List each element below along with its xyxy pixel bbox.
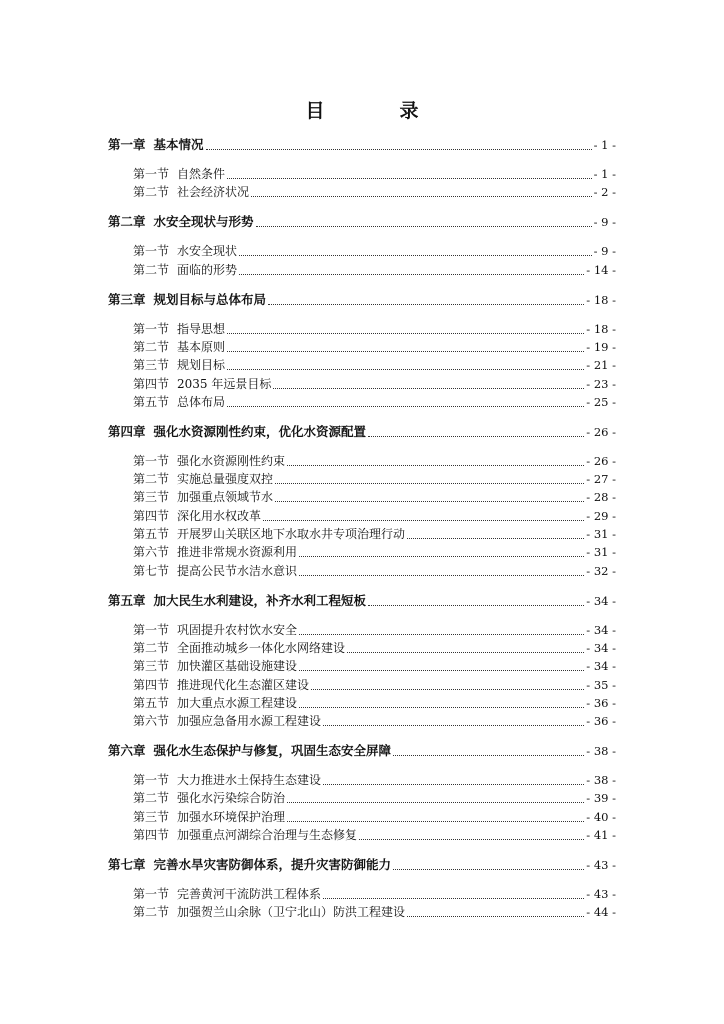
dot-leader xyxy=(227,351,584,352)
toc-entry-number: 第三节 xyxy=(133,358,170,373)
toc-entry-title: 加大重点水源工程建设 xyxy=(177,695,298,710)
toc-section-entry[interactable] xyxy=(133,789,616,807)
toc-section-entry[interactable] xyxy=(133,562,616,580)
toc-entry-number: 第五节 xyxy=(133,695,170,710)
toc-entry-title: 社会经济状况 xyxy=(177,185,250,200)
toc-page-number: - 31 - xyxy=(586,545,616,560)
toc-entry-title: 自然条件 xyxy=(177,167,226,181)
toc-entry-number: 第五节 xyxy=(133,394,170,409)
dot-leader xyxy=(227,333,584,334)
toc-entry-title: 加大民生水利建设，补齐水利工程短板 xyxy=(153,592,367,608)
toc-page-number: - 9 - xyxy=(593,244,616,259)
dot-leader xyxy=(273,388,584,389)
toc-entry-title: 强化水资源刚性约束，优化水资源配置 xyxy=(153,423,367,439)
dot-leader xyxy=(393,869,584,870)
toc-page-number: - 1 - xyxy=(593,138,616,152)
toc-entry-title: 加强重点河湖综合治理与生态修复 xyxy=(177,828,358,842)
toc-entry-number: 第四节 xyxy=(133,376,170,391)
toc-entry-number: 第二节 xyxy=(133,472,170,487)
toc-page-number: - 35 - xyxy=(586,677,616,692)
toc-entry-number: 第六节 xyxy=(133,714,170,729)
toc-page-number: - 28 - xyxy=(586,490,616,505)
toc-page-number: - 38 - xyxy=(586,744,616,759)
toc-entry-title: 推进非常规水资源利用 xyxy=(177,545,298,560)
toc-entry-number: 第三节 xyxy=(133,490,170,505)
toc-entry-label xyxy=(133,261,237,279)
toc-entry-number: 第二节 xyxy=(133,262,170,277)
toc-entry-number: 第六节 xyxy=(133,545,170,560)
toc-entry-title: 加强重点领域节水 xyxy=(177,490,274,505)
toc-page-number: - 21 - xyxy=(586,358,616,373)
toc-page-number: - 34 - xyxy=(586,640,616,655)
toc-entry-number: 第一节 xyxy=(133,773,170,788)
toc-chapter-entry[interactable] xyxy=(108,136,616,154)
toc-page-number: - 14 - xyxy=(586,262,616,277)
toc-entry-number: 第一节 xyxy=(133,622,170,637)
toc-page-number: - 25 - xyxy=(586,394,616,409)
dot-leader xyxy=(299,575,584,576)
toc-section-entry[interactable] xyxy=(133,470,616,488)
toc-entry-title: 完善水旱灾害防御体系，提升灾害防御能力 xyxy=(153,857,392,872)
toc-entry-label xyxy=(133,183,249,201)
toc-section-entry[interactable] xyxy=(133,338,616,356)
toc-section-entry[interactable] xyxy=(133,261,616,279)
toc-page-number: - 40 - xyxy=(586,809,616,824)
dot-leader xyxy=(407,538,584,539)
toc-entry-number: 第一节 xyxy=(133,321,170,336)
toc-entry-label xyxy=(133,488,273,506)
toc-entry-label xyxy=(133,712,321,730)
toc-section-entry[interactable] xyxy=(133,452,616,470)
toc-page-number: - 32 - xyxy=(586,563,616,578)
dot-leader xyxy=(299,670,584,671)
toc-page-number: - 26 - xyxy=(586,453,616,468)
toc-entry-label xyxy=(133,621,297,639)
dot-leader xyxy=(407,916,584,917)
toc-entry-label xyxy=(133,507,261,525)
toc-entry-number: 第四章 xyxy=(108,423,146,439)
toc-page-number: - 9 - xyxy=(593,215,616,230)
toc-page-number: - 34 - xyxy=(586,622,616,637)
toc-page-number: - 43 - xyxy=(586,887,616,901)
toc-page-number: - 27 - xyxy=(586,472,616,487)
toc-section-entry[interactable] xyxy=(133,183,616,201)
toc-entry-number: 第二节 xyxy=(133,905,170,920)
toc-section-entry[interactable] xyxy=(133,165,616,183)
toc-section-entry[interactable] xyxy=(133,639,616,657)
toc-entry-label xyxy=(133,639,345,657)
toc-entry-label xyxy=(133,771,321,789)
toc-entry-title: 强化水资源刚性约束 xyxy=(177,453,286,468)
toc-section-entry[interactable] xyxy=(133,712,616,730)
toc-entry-label xyxy=(133,452,285,470)
dot-leader xyxy=(299,634,584,635)
toc-entry-title: 推进现代化生态灌区建设 xyxy=(177,677,310,692)
toc-page-number: - 1 - xyxy=(593,167,616,181)
toc-entry-number: 第五章 xyxy=(108,592,146,608)
toc-entry-title: 面临的形势 xyxy=(177,262,238,277)
dot-leader xyxy=(239,255,592,256)
toc-entry-title: 加强水环境保护治理 xyxy=(177,809,286,824)
dot-leader xyxy=(275,501,584,502)
toc-entry-number: 第二章 xyxy=(108,214,146,230)
toc-page-number: - 41 - xyxy=(586,828,616,842)
toc-entry-number: 第二节 xyxy=(133,185,170,200)
toc-entry-title: 总体布局 xyxy=(177,394,226,409)
toc-chapter-entry[interactable] xyxy=(108,856,616,874)
toc-entry-title: 大力推进水土保持生态建设 xyxy=(177,773,322,788)
toc-entry-title: 强化水污染综合防治 xyxy=(177,791,286,806)
toc-entry-number: 第一节 xyxy=(133,887,170,901)
toc-entry-label xyxy=(133,242,237,260)
toc-section-entry[interactable] xyxy=(133,694,616,712)
toc-entry-number: 第五节 xyxy=(133,527,170,541)
toc-page-number: - 2 - xyxy=(593,185,616,200)
dot-leader xyxy=(256,226,592,227)
toc-entry-number: 第三章 xyxy=(108,291,146,307)
toc-entry-number: 第四节 xyxy=(133,677,170,692)
toc-entry-title: 深化用水权改革 xyxy=(177,508,262,523)
toc-page-number: - 36 - xyxy=(586,695,616,710)
toc-entry-label xyxy=(133,356,225,374)
toc-page-number: - 38 - xyxy=(586,773,616,788)
toc-entry-title: 基本原则 xyxy=(177,339,226,354)
dot-leader xyxy=(275,483,584,484)
toc-entry-title: 完善黄河干流防洪工程体系 xyxy=(177,887,322,901)
toc-entry-title: 基本情况 xyxy=(153,137,204,152)
dot-leader xyxy=(227,406,584,407)
toc-entry-label xyxy=(108,856,391,874)
dot-leader xyxy=(268,304,584,305)
toc-section-entry[interactable] xyxy=(133,676,616,694)
toc-entry-title: 加强贺兰山余脉（卫宁北山）防洪工程建设 xyxy=(177,905,406,920)
toc-entry-title: 规划目标 xyxy=(177,358,226,373)
toc-entry-title: 规划目标与总体布局 xyxy=(153,291,267,307)
toc-entry-label xyxy=(108,592,366,610)
toc-entry-number: 第二节 xyxy=(133,640,170,655)
toc-section-entry[interactable] xyxy=(133,771,616,789)
toc-entry-title: 全面推动城乡一体化水网络建设 xyxy=(177,640,346,655)
toc-entry-number: 第七章 xyxy=(108,857,146,872)
toc-entry-number: 第三节 xyxy=(133,659,170,674)
dot-leader xyxy=(239,274,584,275)
toc-entry-number: 第二节 xyxy=(133,339,170,354)
dot-leader xyxy=(323,898,584,899)
toc-entry-label xyxy=(133,885,321,903)
dot-leader xyxy=(323,784,584,785)
toc-page-number: - 29 - xyxy=(586,508,616,523)
dot-leader xyxy=(227,178,592,179)
dot-leader xyxy=(299,556,584,557)
dot-leader xyxy=(359,839,584,840)
toc-entry-label xyxy=(133,165,225,183)
toc-entry-label xyxy=(133,393,225,411)
toc-entry-label xyxy=(133,562,297,580)
toc-section-entry[interactable] xyxy=(133,543,616,561)
toc-entry-label xyxy=(133,320,225,338)
dot-leader xyxy=(368,605,584,606)
dot-leader xyxy=(251,196,592,197)
toc-section-entry[interactable] xyxy=(133,507,616,525)
toc-chapter-entry[interactable] xyxy=(108,213,616,231)
toc-entry-label xyxy=(108,291,266,309)
toc-entry-title: 加强应急备用水源工程建设 xyxy=(177,714,322,729)
toc-entry-number: 第一节 xyxy=(133,167,170,181)
toc-entry-label xyxy=(108,742,391,760)
toc-entry-label xyxy=(133,903,405,921)
page-title: 目 录 xyxy=(305,100,447,122)
dot-leader xyxy=(368,436,584,437)
dot-leader xyxy=(299,707,584,708)
toc-page-number: - 19 - xyxy=(586,339,616,354)
dot-leader xyxy=(263,520,584,521)
toc-page-number: - 36 - xyxy=(586,714,616,729)
toc-section-entry[interactable] xyxy=(133,393,616,411)
toc-entry-label xyxy=(108,423,366,441)
toc-entry-label xyxy=(133,694,297,712)
toc-entry-number: 第一节 xyxy=(133,453,170,468)
toc-entry-label xyxy=(133,338,225,356)
toc-page-number: - 34 - xyxy=(586,659,616,674)
toc-section-entry[interactable] xyxy=(133,356,616,374)
toc-page-number: - 23 - xyxy=(586,376,616,391)
toc-page-number: - 31 - xyxy=(586,527,616,541)
toc-entry-number: 第四节 xyxy=(133,508,170,523)
toc-page-number: - 18 - xyxy=(586,292,616,307)
toc-section-entry[interactable] xyxy=(133,488,616,506)
toc-chapter-entry[interactable] xyxy=(108,742,616,760)
toc-section-entry[interactable] xyxy=(133,826,616,844)
toc-entry-title: 水安全现状与形势 xyxy=(153,214,254,230)
toc-entry-title: 巩固提升农村饮水安全 xyxy=(177,622,298,637)
dot-leader xyxy=(287,821,584,822)
toc-entry-title: 加快灌区基础设施建设 xyxy=(177,659,298,674)
dot-leader xyxy=(347,652,584,653)
dot-leader xyxy=(287,465,584,466)
toc-entry-number: 第四节 xyxy=(133,828,170,842)
toc-entry-number: 第七节 xyxy=(133,563,170,578)
toc-section-entry[interactable] xyxy=(133,621,616,639)
toc-page-number: - 18 - xyxy=(586,321,616,336)
dot-leader xyxy=(287,802,584,803)
toc-chapter-entry[interactable] xyxy=(108,291,616,309)
toc-section-entry[interactable] xyxy=(133,808,616,826)
toc-entry-number: 第六章 xyxy=(108,743,146,759)
toc-entry-label xyxy=(133,808,285,826)
toc-entry-label xyxy=(133,826,357,844)
toc-entry-label xyxy=(133,375,271,393)
toc-entry-title: 2035 年远景目标 xyxy=(177,376,272,391)
toc-entry-label xyxy=(133,676,309,694)
toc-entry-title: 提高公民节水洁水意识 xyxy=(177,563,298,578)
toc-entry-title: 实施总量强度双控 xyxy=(177,472,274,487)
toc-section-entry[interactable] xyxy=(133,375,616,393)
dot-leader xyxy=(393,755,584,756)
dot-leader xyxy=(206,149,592,150)
toc-page-number: - 39 - xyxy=(586,791,616,806)
toc-page-number: - 34 - xyxy=(586,593,616,608)
toc-entry-title: 强化水生态保护与修复，巩固生态安全屏障 xyxy=(153,743,392,759)
toc-entry-label xyxy=(133,543,297,561)
toc-section-entry[interactable] xyxy=(133,885,616,903)
dot-leader xyxy=(311,689,584,690)
toc-page-number: - 44 - xyxy=(586,905,616,920)
toc-entry-label xyxy=(133,525,405,543)
toc-page-number: - 26 - xyxy=(586,424,616,439)
toc-entry-number: 第一节 xyxy=(133,244,170,259)
toc-entry-title: 水安全现状 xyxy=(177,244,238,259)
toc-section-entry[interactable] xyxy=(133,320,616,338)
toc-entry-label xyxy=(133,470,273,488)
toc-section-entry[interactable] xyxy=(133,903,616,921)
toc-entry-label xyxy=(108,213,254,231)
toc-section-entry[interactable] xyxy=(133,525,616,543)
dot-leader xyxy=(227,369,584,370)
toc-entry-title: 指导思想 xyxy=(177,321,226,336)
toc-section-entry[interactable] xyxy=(133,242,616,260)
toc-entry-title: 开展罗山关联区地下水取水井专项治理行动 xyxy=(177,527,406,541)
toc-entry-number: 第一章 xyxy=(108,137,146,152)
toc-entry-label xyxy=(133,789,285,807)
toc-section-entry[interactable] xyxy=(133,657,616,675)
toc-entry-label xyxy=(108,136,204,154)
toc-chapter-entry[interactable] xyxy=(108,592,616,610)
toc-chapter-entry[interactable] xyxy=(108,423,616,441)
dot-leader xyxy=(323,725,584,726)
toc-entry-label xyxy=(133,657,297,675)
toc-page-number: - 43 - xyxy=(586,858,616,872)
toc-entry-number: 第二节 xyxy=(133,791,170,806)
toc-entry-number: 第三节 xyxy=(133,809,170,824)
